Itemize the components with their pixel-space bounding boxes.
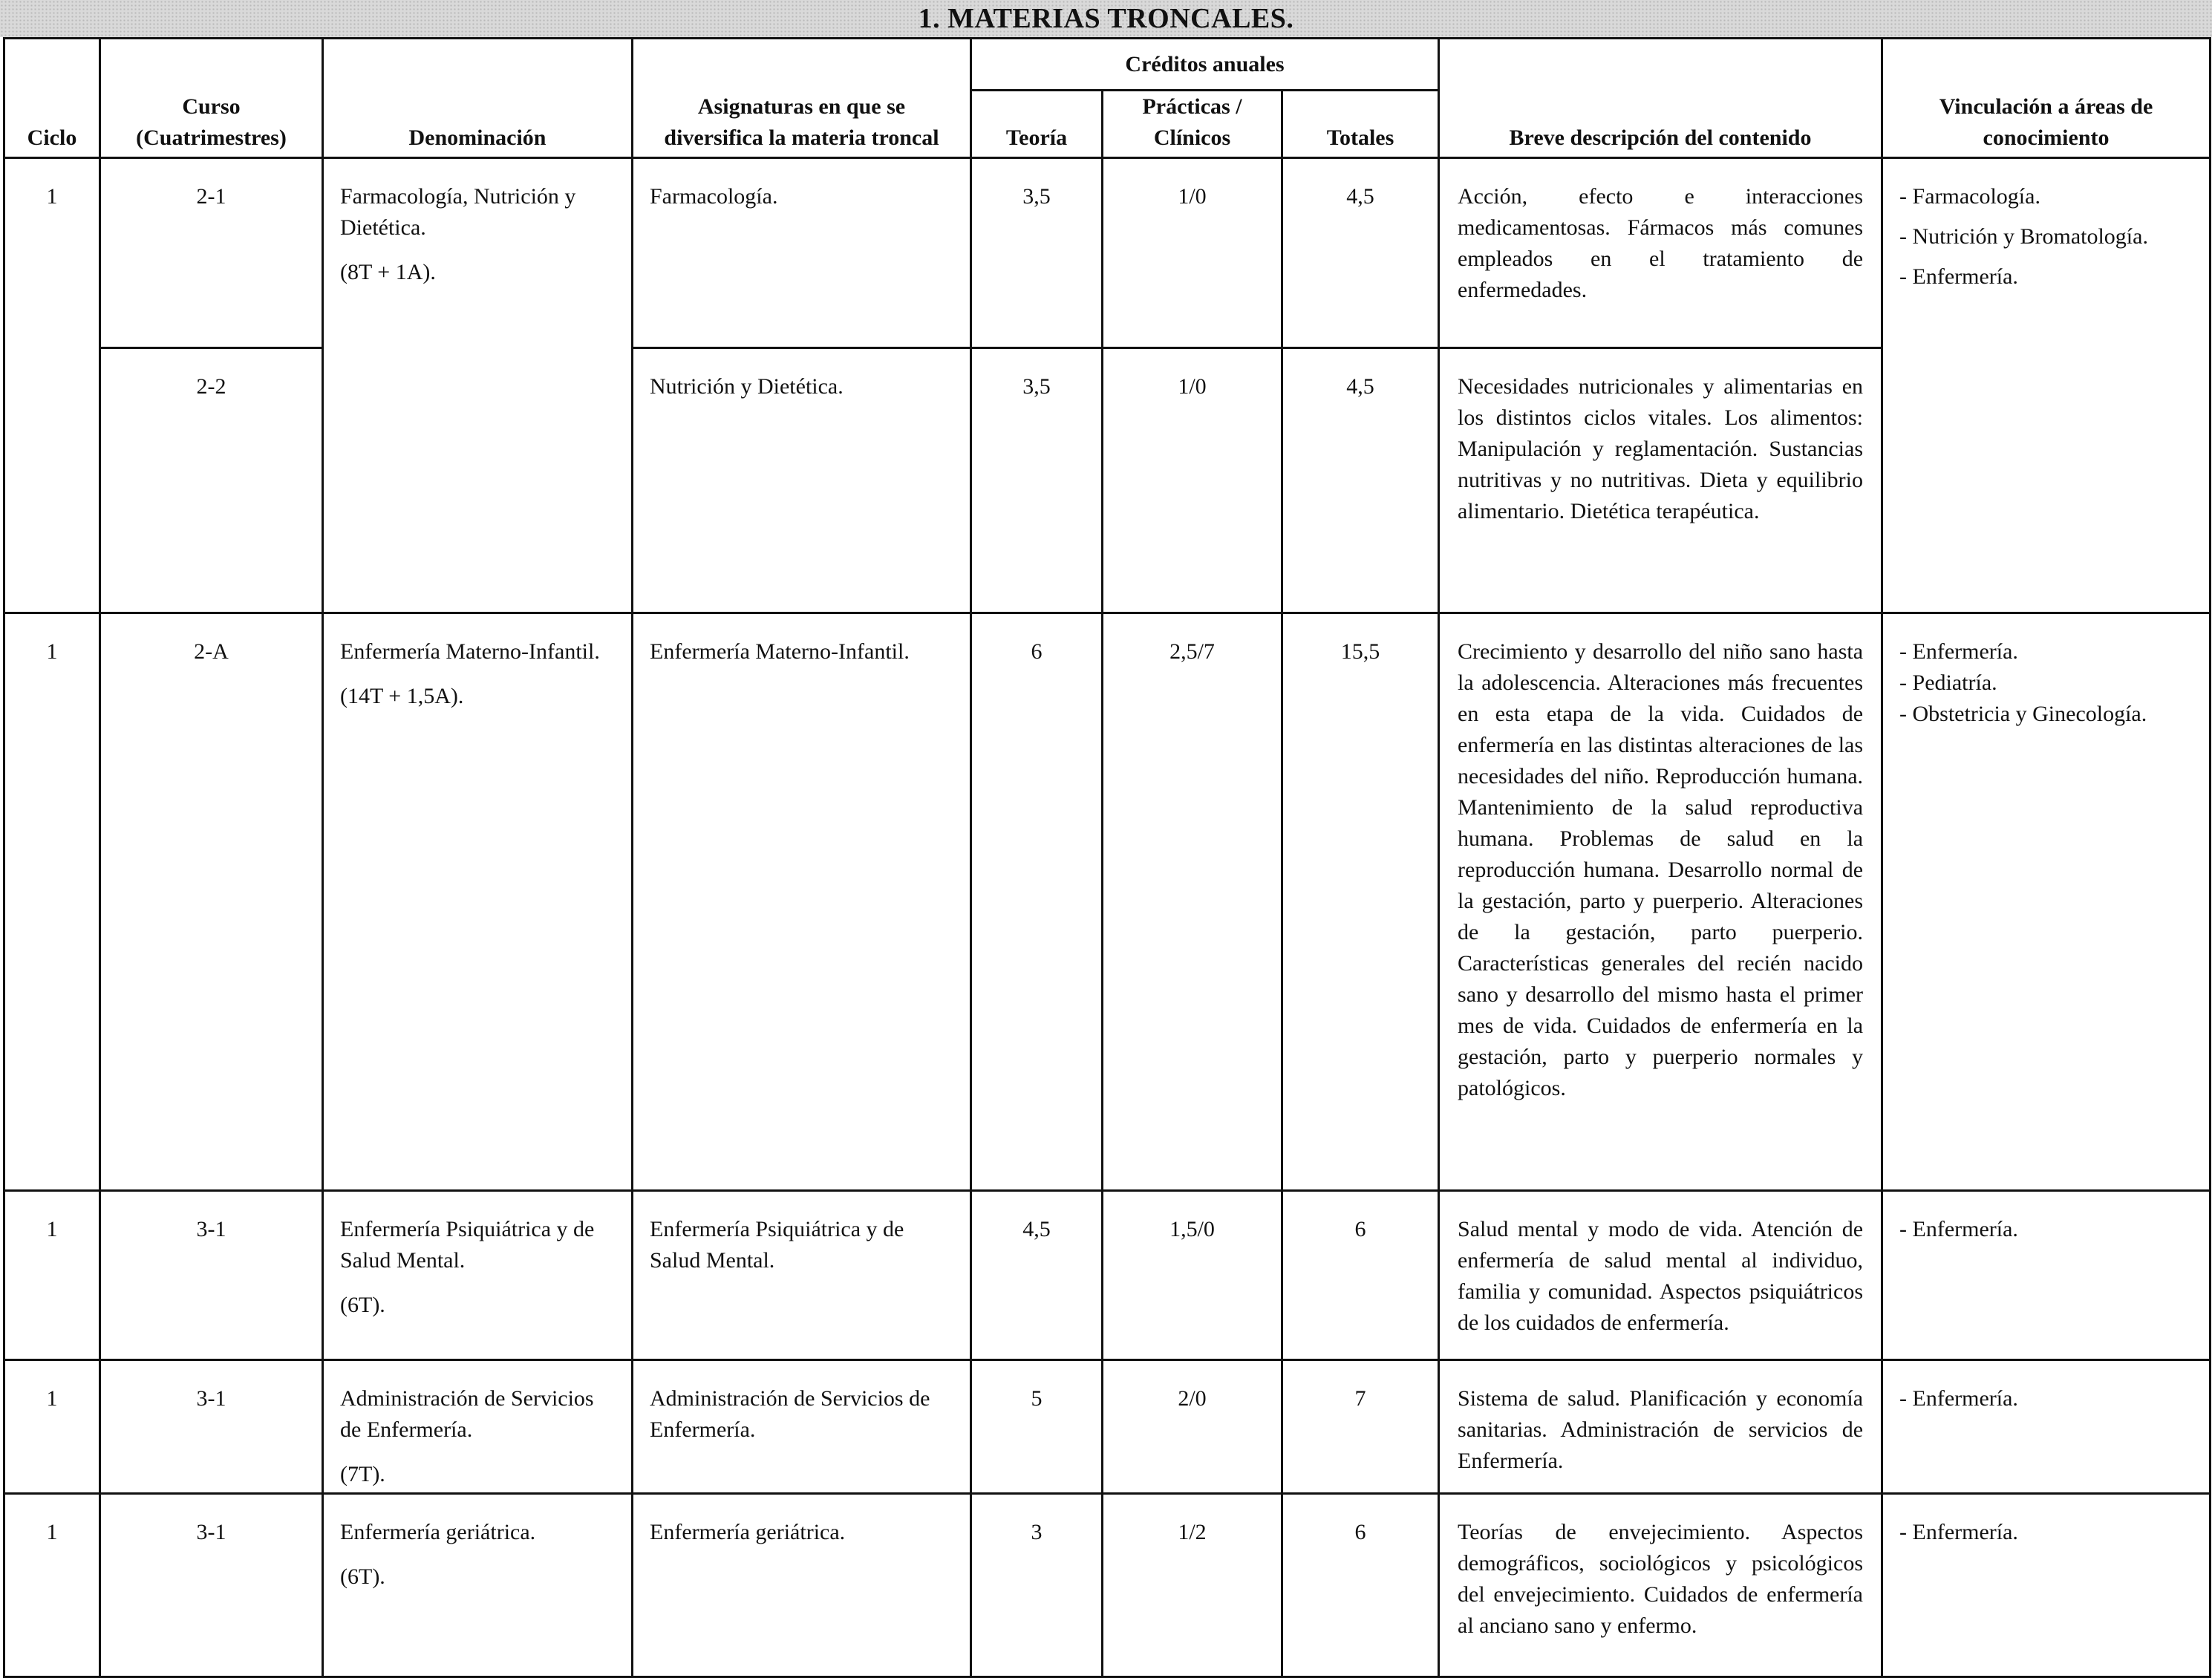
curso-cell: 2-2: [100, 348, 323, 613]
asignatura-cell: Farmacología.: [633, 158, 971, 348]
creditos-note: (6T).: [340, 1293, 385, 1317]
vinculacion-cell: [1882, 158, 2211, 613]
area-item: - Enfermería.: [1899, 264, 2018, 289]
practicas-cell: 2/0: [1103, 1360, 1282, 1494]
creditos-note: (8T + 1A).: [340, 260, 436, 284]
denominacion-cell: [323, 613, 633, 1191]
ciclo-cell: 1: [4, 613, 100, 1191]
creditos-note: (6T).: [340, 1564, 385, 1589]
teoria-cell: 4,5: [971, 1191, 1103, 1360]
table-row: [4, 1360, 2211, 1494]
ciclo-cell: 1: [4, 1191, 100, 1360]
table-row: [4, 1191, 2211, 1360]
header-vinculacion: Vinculación a áreas de conocimiento: [1882, 39, 2211, 158]
descripcion-cell: Teorías de envejecimiento. Aspectos demográficos, sociológicos y psicológicos del envejecimiento. Cuidados de enfermería al anciano sano y enfermo.: [1439, 1494, 1882, 1677]
area-item: - Obstetricia y Ginecología.: [1899, 702, 2147, 726]
teoria-cell: 5: [971, 1360, 1103, 1494]
table-row: [4, 1494, 2211, 1677]
vinculacion-cell: [1882, 1360, 2211, 1494]
header-denominacion: Denominación: [323, 39, 633, 158]
table-row: [4, 158, 2211, 348]
denominacion-cell: [323, 1494, 633, 1677]
descripcion-cell: Necesidades nutricionales y alimentarias en los distintos ciclos vitales. Los alimentos: Manipulación y reglamentación. Sustancias nutritivas y no nutritivas. Dieta y equilibrio alimentario. Dietética terapéutica.: [1439, 348, 1882, 613]
table-row: [4, 613, 2211, 1191]
denominacion-text: Administración de Servicios de Enfermería.: [340, 1386, 594, 1442]
header-practicas: Prácticas / Clínicos: [1103, 91, 1282, 158]
area-item: - Enfermería.: [1899, 1520, 2018, 1544]
curso-cell: 3-1: [100, 1494, 323, 1677]
descripcion-cell: Sistema de salud. Planificación y economía sanitarias. Administración de servicios de Enfermería.: [1439, 1360, 1882, 1494]
denominacion-text: Farmacología, Nutrición y Dietética.: [340, 184, 576, 240]
curso-cell: 3-1: [100, 1191, 323, 1360]
totales-cell: 6: [1282, 1494, 1439, 1677]
totales-cell: 15,5: [1282, 613, 1439, 1191]
teoria-cell: 6: [971, 613, 1103, 1191]
denominacion-cell: [323, 158, 633, 613]
area-item: - Farmacología.: [1899, 184, 2040, 209]
vinculacion-cell: [1882, 613, 2211, 1191]
teoria-cell: 3,5: [971, 348, 1103, 613]
area-item: - Pediatría.: [1899, 670, 1997, 695]
descripcion-cell: Crecimiento y desarrollo del niño sano hasta la adolescencia. Alteraciones más frecuentes en esta etapa de la vida. Cuidados de enfermería en las distintas alteraciones de las necesidades del niño. Reproducción humana. Mantenimiento de la salud reproductiva humana. Problemas de salud en la reproducción humana. Desarrollo normal de la gestación, parto y puerperio. Alteraciones de la gestación, parto puerperio. Características generales del recién nacido sano y desarrollo del mismo hasta el primer mes de vida. Cuidados de enfermería en la gestación, parto y puerperio normales y patológicos.: [1439, 613, 1882, 1191]
asignatura-cell: Enfermería geriátrica.: [633, 1494, 971, 1677]
denominacion-text: Enfermería Materno-Infantil.: [340, 639, 600, 664]
practicas-cell: 1,5/0: [1103, 1191, 1282, 1360]
header-totales: Totales: [1282, 91, 1439, 158]
vinculacion-cell: [1882, 1191, 2211, 1360]
asignatura-cell: Nutrición y Dietética.: [633, 348, 971, 613]
asignatura-cell: Administración de Servicios de Enfermería.: [633, 1360, 971, 1494]
totales-cell: 7: [1282, 1360, 1439, 1494]
practicas-cell: 1/0: [1103, 158, 1282, 348]
header-curso: Curso (Cuatrimestres): [100, 39, 323, 158]
totales-cell: 4,5: [1282, 158, 1439, 348]
header-descripcion: Breve descripción del contenido: [1439, 39, 1882, 158]
practicas-cell: 2,5/7: [1103, 613, 1282, 1191]
page-title: 1. MATERIAS TRONCALES.: [918, 3, 1294, 34]
header-teoria: Teoría: [971, 91, 1103, 158]
vinculacion-cell: [1882, 1494, 2211, 1677]
denominacion-cell: [323, 1191, 633, 1360]
descripcion-cell: Acción, efecto e interacciones medicamentosas. Fármacos más comunes empleados en el tratamiento de enfermedades.: [1439, 158, 1882, 348]
totales-cell: 4,5: [1282, 348, 1439, 613]
denominacion-text: Enfermería geriátrica.: [340, 1520, 536, 1544]
ciclo-cell: 1: [4, 1494, 100, 1677]
ciclo-cell: 1: [4, 158, 100, 613]
asignatura-cell: Enfermería Materno-Infantil.: [633, 613, 971, 1191]
area-item: - Enfermería.: [1899, 1386, 2018, 1411]
header-creditos-anuales: Créditos anuales: [971, 39, 1439, 91]
teoria-cell: 3: [971, 1494, 1103, 1677]
materias-troncales-table: [3, 37, 2211, 1678]
area-item: - Enfermería.: [1899, 639, 2018, 664]
teoria-cell: 3,5: [971, 158, 1103, 348]
descripcion-cell: Salud mental y modo de vida. Atención de enfermería de salud mental al individuo, familia y comunidad. Aspectos psiquiátricos de los cuidados de enfermería.: [1439, 1191, 1882, 1360]
curso-cell: 3-1: [100, 1360, 323, 1494]
denominacion-text: Enfermería Psiquiátrica y de Salud Mental.: [340, 1217, 595, 1273]
creditos-note: (14T + 1,5A).: [340, 684, 464, 708]
practicas-cell: 1/2: [1103, 1494, 1282, 1677]
practicas-cell: 1/0: [1103, 348, 1282, 613]
curso-cell: 2-A: [100, 613, 323, 1191]
curso-cell: 2-1: [100, 158, 323, 348]
totales-cell: 6: [1282, 1191, 1439, 1360]
header-asignaturas: Asignaturas en que se diversifica la materia troncal: [633, 39, 971, 158]
area-item: - Enfermería.: [1899, 1217, 2018, 1241]
creditos-note: (7T).: [340, 1462, 385, 1486]
header-ciclo: Ciclo: [4, 39, 100, 158]
asignatura-cell: Enfermería Psiquiátrica y de Salud Mental.: [633, 1191, 971, 1360]
ciclo-cell: 1: [4, 1360, 100, 1494]
denominacion-cell: [323, 1360, 633, 1494]
area-item: - Nutrición y Bromatología.: [1899, 224, 2148, 249]
